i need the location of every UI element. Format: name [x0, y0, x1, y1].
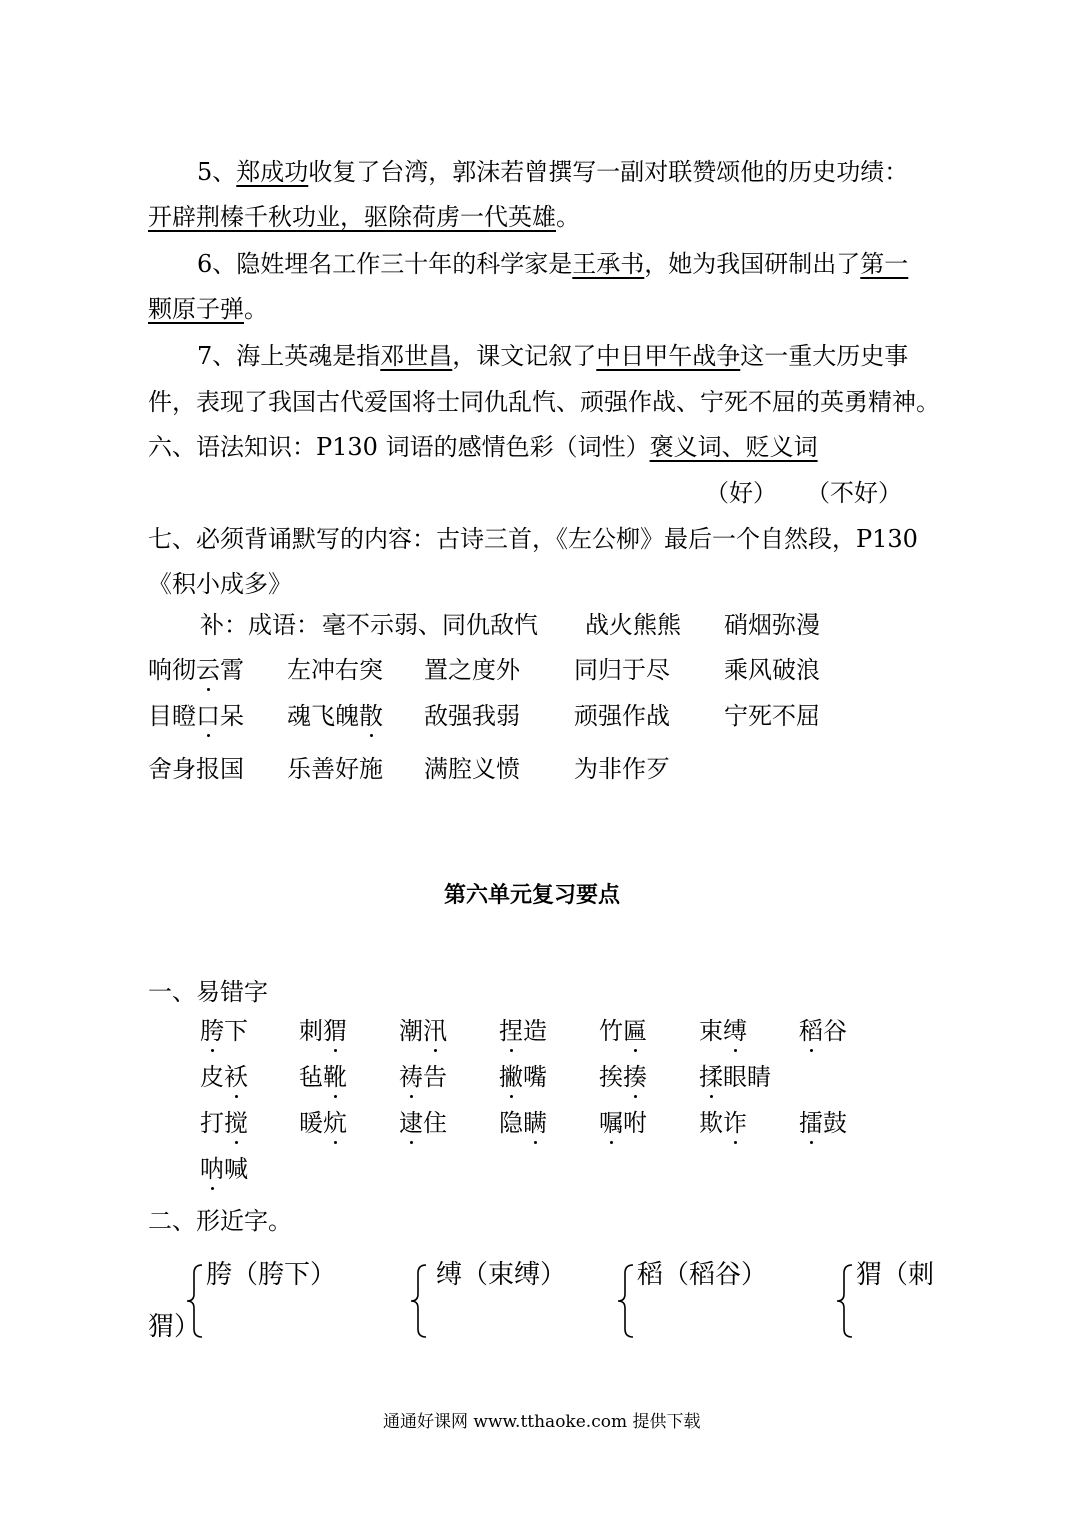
error-word [299, 1065, 347, 1089]
error-word [499, 1019, 547, 1043]
item-6-line1 [197, 252, 908, 276]
text-segment: 。 [244, 295, 268, 323]
error-word [399, 1111, 447, 1135]
char: 竹 [599, 1017, 623, 1045]
error-word [499, 1065, 547, 1089]
char: 瞪 [172, 702, 196, 730]
text-segment: 6、隐姓埋名工作三十年的科学家是 [197, 250, 573, 278]
underlined-answer: 王承书 [572, 250, 645, 278]
error-word [399, 1019, 447, 1043]
error-word [699, 1111, 747, 1135]
char: 仇 [466, 611, 490, 639]
similar-char: 猬（刺 [856, 1260, 935, 1290]
char: 谷 [823, 1017, 847, 1045]
error-word [299, 1111, 347, 1135]
error-word [599, 1111, 647, 1135]
char: 彻 [172, 656, 196, 684]
emphasis-dot-char: 呐 [200, 1155, 224, 1183]
text-segment: 7、海上英魂是指 [197, 342, 381, 370]
emphasis-dot-char: 擂 [799, 1109, 823, 1137]
error-word [699, 1019, 747, 1043]
char: 忾 [514, 611, 538, 639]
underlined-answer: 开辟荆榛千秋功业，驱除荷虏一代英雄 [148, 203, 556, 231]
char: 毡 [299, 1063, 323, 1091]
emphasis-dot-char: 稻 [799, 1017, 823, 1045]
grammar-knowledge [148, 435, 818, 459]
underlined-answer: 褒义词、贬义词 [649, 433, 818, 461]
page-footer: 通通好课网 www.tthaoke.com 提供下载 [383, 1412, 701, 1432]
emphasis-dot-char: 揍 [623, 1063, 647, 1091]
item-5-line2 [148, 205, 580, 229]
idiom [322, 613, 538, 637]
error-word [799, 1019, 847, 1043]
char: 目 [148, 702, 172, 730]
underlined-answer: 颗原子弹 [148, 295, 244, 323]
underlined-answer: 第一 [860, 250, 909, 278]
similar-char: 缚（束缚） [436, 1260, 567, 1290]
error-word [200, 1157, 248, 1181]
error-word [399, 1065, 447, 1089]
char: 造 [523, 1017, 547, 1045]
emphasis-dot-char: 诈 [723, 1109, 747, 1137]
char: 鼓 [823, 1109, 847, 1137]
item-7-line2 [148, 390, 940, 414]
idiom [148, 704, 244, 728]
emphasis-dot-char: 祷 [399, 1063, 423, 1091]
char: 敌 [490, 611, 514, 639]
idiom: 满腔义愤 [424, 755, 520, 783]
char: 睛 [747, 1063, 771, 1091]
text-segment: 。 [556, 203, 580, 231]
grammar-note-bad: （不好） [806, 479, 902, 507]
idiom: 硝烟弥漫 [724, 611, 820, 639]
char: 、 [418, 611, 442, 639]
emphasis-dot-char: 撇 [499, 1063, 523, 1091]
emphasis-dot-char: 靴 [323, 1063, 347, 1091]
idioms-prefix: 补：成语： [200, 611, 320, 639]
emphasis-dot-char: 散 [359, 702, 383, 730]
similar-char-wrap: 猬） [148, 1312, 201, 1342]
item-7-line1 [197, 344, 908, 368]
char: 打 [200, 1109, 224, 1137]
char: 潮 [399, 1017, 423, 1045]
char: 刺 [299, 1017, 323, 1045]
grammar-note-good: （好） [705, 479, 777, 507]
emphasis-dot-char: 胯 [200, 1017, 224, 1045]
emphasis-dot-char: 逮 [399, 1109, 423, 1137]
idiom: 乘风破浪 [724, 656, 820, 684]
char: 住 [423, 1109, 447, 1137]
text-segment: ，她为我国研制出了 [644, 250, 861, 278]
char: 同 [442, 611, 466, 639]
idiom: 敌强我弱 [424, 702, 520, 730]
similar-char: 稻（稻谷） [637, 1260, 768, 1290]
error-word [799, 1111, 847, 1135]
text-segment: ，课文记叙了 [452, 342, 597, 370]
text-segment: 件，表现了我国古代爱国将士同仇乱忾、顽强作战、宁死不屈的英勇精神。 [148, 388, 940, 416]
idiom: 置之度外 [424, 656, 520, 684]
error-word [599, 1019, 647, 1043]
emphasis-dot-char: 炕 [323, 1109, 347, 1137]
char: 毫 [322, 611, 346, 639]
left-brace-icon [836, 1264, 854, 1338]
idiom: 乐善好施 [287, 755, 383, 783]
idiom: 宁死不屈 [724, 702, 820, 730]
emphasis-dot-char: 袄 [224, 1063, 248, 1091]
idiom: 同归于尽 [574, 656, 670, 684]
underlined-answer: 郑成功 [236, 158, 309, 186]
idiom: 为非作歹 [574, 755, 670, 783]
char: 魄 [335, 702, 359, 730]
idiom [148, 658, 244, 682]
error-word [200, 1019, 248, 1043]
char: 霄 [220, 656, 244, 684]
char: 喊 [224, 1155, 248, 1183]
emphasis-dot-char: 缚 [723, 1017, 747, 1045]
error-word [699, 1065, 771, 1089]
char: 呆 [220, 702, 244, 730]
emphasis-dot-char: 揉 [699, 1063, 723, 1091]
char: 束 [699, 1017, 723, 1045]
char: 魂 [287, 702, 311, 730]
unit-title: 第六单元复习要点 [444, 882, 621, 908]
item-5-line1 [197, 160, 908, 184]
error-word [499, 1111, 547, 1135]
section1-title: 一、易错字 [148, 978, 268, 1006]
item-6-line2 [148, 297, 268, 321]
text-segment: 这一重大历史事 [740, 342, 909, 370]
emphasis-dot-char: 捏 [499, 1017, 523, 1045]
char: 弱 [394, 611, 418, 639]
char: 飞 [311, 702, 335, 730]
underlined-answer: 邓世昌 [380, 342, 453, 370]
char: 不 [346, 611, 370, 639]
char: 挨 [599, 1063, 623, 1091]
char: 嘴 [523, 1063, 547, 1091]
char: 暖 [299, 1109, 323, 1137]
error-word [299, 1019, 347, 1043]
emphasis-dot-char: 猬 [323, 1017, 347, 1045]
error-word [200, 1111, 248, 1135]
error-word [599, 1065, 647, 1089]
error-word [200, 1065, 248, 1089]
emphasis-dot-char: 汛 [423, 1017, 447, 1045]
recite-line1: 七、必须背诵默写的内容：古诗三首，《左公柳》最后一个自然段，P130 [148, 525, 918, 553]
char: 眼 [723, 1063, 747, 1091]
emphasis-dot-char: 匾 [623, 1017, 647, 1045]
emphasis-dot-char: 云 [196, 656, 220, 684]
emphasis-dot-char: 口 [196, 702, 220, 730]
emphasis-dot-char: 瞒 [523, 1109, 547, 1137]
idiom: 左冲右突 [287, 656, 383, 684]
left-brace-icon [410, 1264, 428, 1338]
recite-line2: 《积小成多》 [148, 570, 292, 598]
char: 欺 [699, 1109, 723, 1137]
char: 响 [148, 656, 172, 684]
idiom: 舍身报国 [148, 755, 244, 783]
char: 隐 [499, 1109, 523, 1137]
char: 皮 [200, 1063, 224, 1091]
text-segment: 六、语法知识：P130 词语的感情色彩（词性） [148, 433, 650, 461]
similar-char: 胯（胯下） [206, 1260, 337, 1290]
emphasis-dot-char: 嘱 [599, 1109, 623, 1137]
section2-title: 二、形近字。 [148, 1207, 292, 1235]
char: 告 [423, 1063, 447, 1091]
text-segment: 5、 [197, 158, 237, 186]
emphasis-dot-char: 搅 [224, 1109, 248, 1137]
underlined-answer: 中日甲午战争 [596, 342, 741, 370]
char: 咐 [623, 1109, 647, 1137]
char: 下 [224, 1017, 248, 1045]
idiom: 顽强作战 [574, 702, 670, 730]
left-brace-icon [617, 1264, 635, 1338]
idiom: 战火熊熊 [585, 611, 681, 639]
text-segment: 收复了台湾，郭沫若曾撰写一副对联赞颂他的历史功绩： [308, 158, 909, 186]
idiom [287, 704, 383, 728]
char: 示 [370, 611, 394, 639]
